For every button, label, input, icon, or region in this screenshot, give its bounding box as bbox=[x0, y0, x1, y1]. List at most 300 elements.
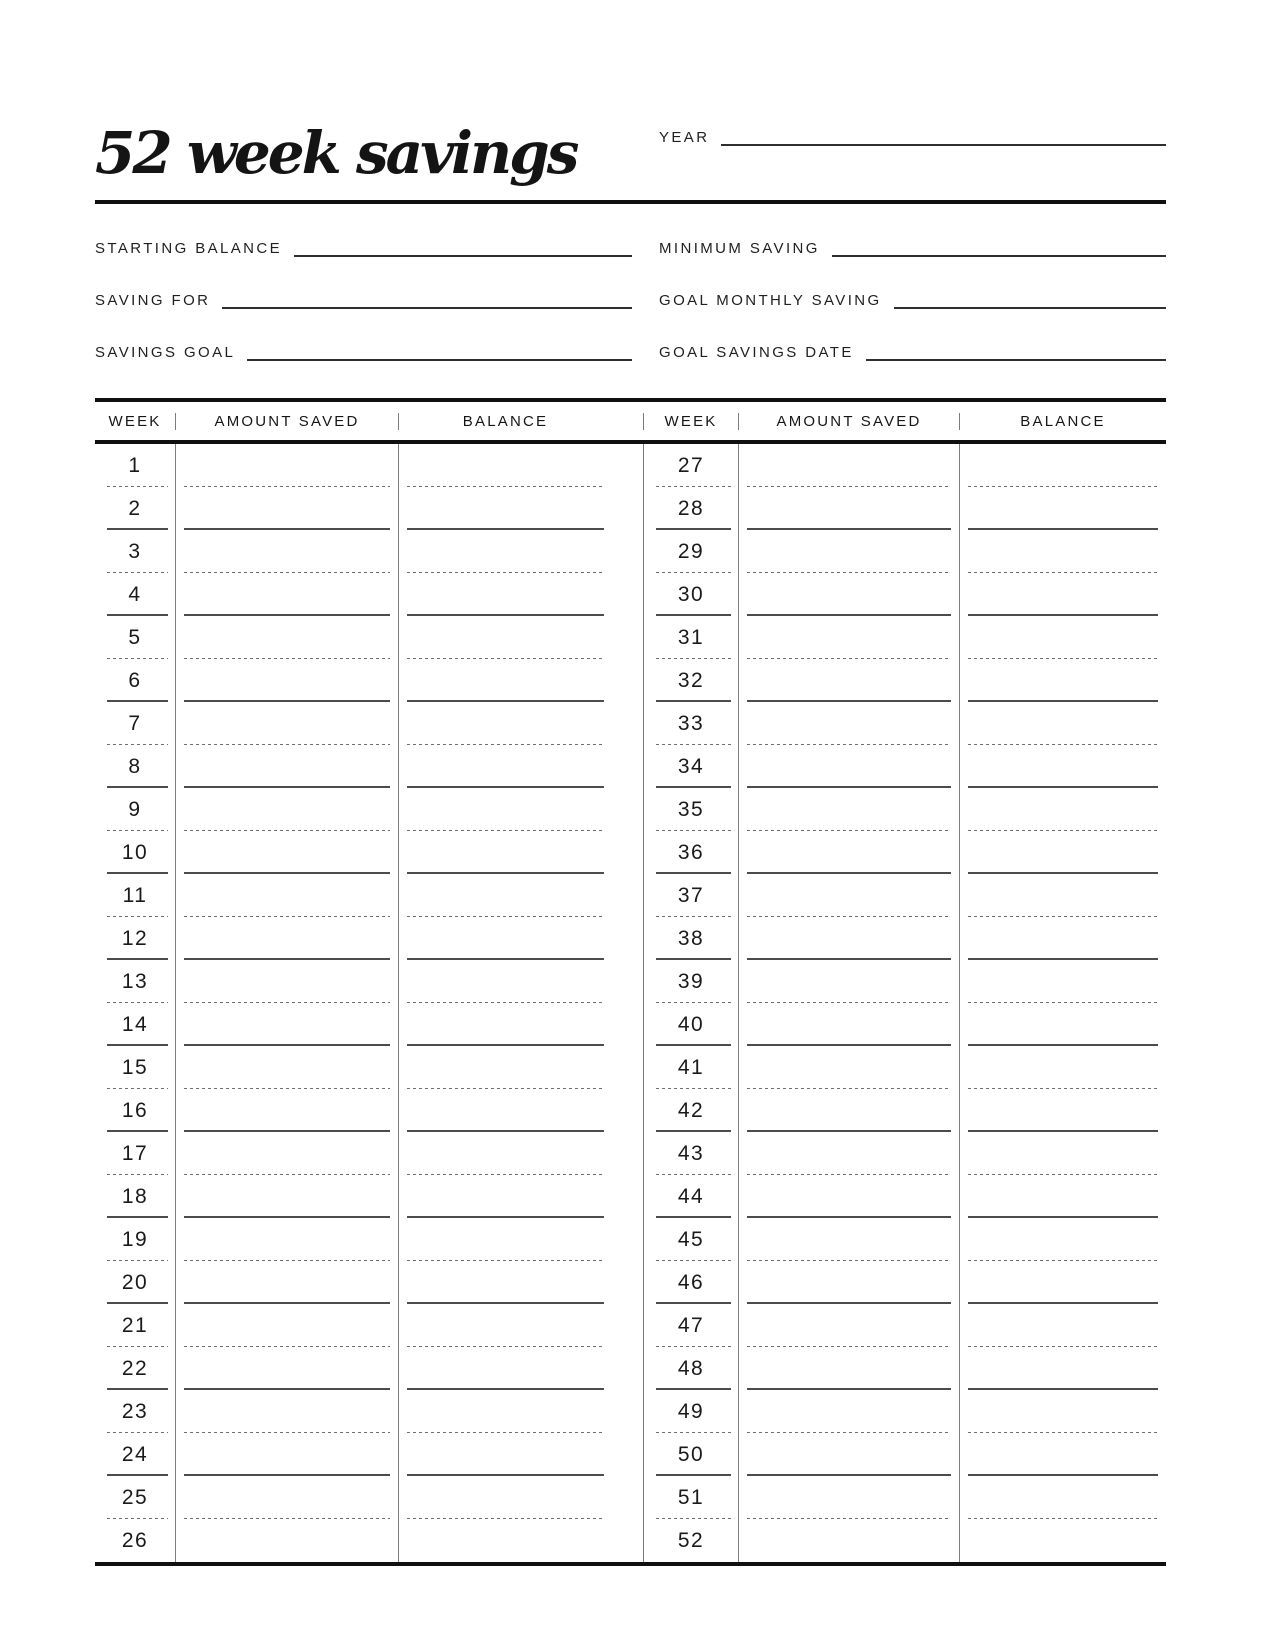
amount-saved-cell[interactable] bbox=[738, 874, 959, 917]
week-cell bbox=[643, 1476, 738, 1519]
week-number: 3 bbox=[128, 540, 142, 563]
balance-cell[interactable] bbox=[398, 1390, 612, 1433]
minimum-saving-label: MINIMUM SAVING bbox=[659, 239, 820, 257]
table-row bbox=[643, 917, 1166, 960]
week-number: 28 bbox=[677, 497, 705, 520]
week-cell bbox=[95, 1089, 175, 1132]
table-row bbox=[643, 874, 1166, 917]
table-row bbox=[95, 573, 612, 616]
amount-saved-cell[interactable] bbox=[175, 444, 398, 487]
table-header-right-half bbox=[643, 402, 1166, 440]
week-number: 52 bbox=[677, 1529, 705, 1552]
week-cell bbox=[643, 917, 738, 960]
table-row bbox=[95, 874, 612, 917]
balance-cell[interactable] bbox=[398, 1218, 612, 1261]
amount-saved-column-header: AMOUNT SAVED bbox=[175, 413, 398, 430]
balance-cell[interactable] bbox=[959, 1476, 1166, 1519]
week-number: 29 bbox=[677, 540, 705, 563]
week-cell bbox=[95, 659, 175, 702]
week-number: 46 bbox=[677, 1271, 705, 1294]
amount-saved-cell[interactable] bbox=[175, 874, 398, 917]
balance-cell[interactable] bbox=[959, 1175, 1166, 1218]
starting-balance-label: STARTING BALANCE bbox=[95, 239, 283, 257]
year-input-line[interactable] bbox=[721, 128, 1166, 146]
week-number: 11 bbox=[122, 884, 148, 907]
table-row bbox=[643, 1003, 1166, 1046]
fields-right-column bbox=[659, 222, 1166, 378]
amount-saved-cell[interactable] bbox=[738, 1519, 959, 1562]
amount-saved-cell[interactable] bbox=[175, 745, 398, 788]
week-cell bbox=[643, 1003, 738, 1046]
amount-saved-cell[interactable] bbox=[738, 659, 959, 702]
week-cell bbox=[95, 1218, 175, 1261]
table-row bbox=[95, 1175, 612, 1218]
week-number: 2 bbox=[128, 497, 142, 520]
week-cell bbox=[643, 1046, 738, 1089]
table-row bbox=[95, 745, 612, 788]
amount-saved-cell[interactable] bbox=[175, 1175, 398, 1218]
balance-cell[interactable] bbox=[398, 788, 612, 831]
goal-monthly-saving-label: GOAL MONTHLY SAVING bbox=[659, 291, 882, 309]
week-number: 44 bbox=[677, 1185, 705, 1208]
week-cell bbox=[95, 444, 175, 487]
table-row bbox=[643, 444, 1166, 487]
week-cell bbox=[95, 1390, 175, 1433]
balance-cell[interactable] bbox=[959, 1519, 1166, 1562]
week-cell bbox=[95, 745, 175, 788]
table-row bbox=[643, 702, 1166, 745]
amount-saved-cell[interactable] bbox=[175, 530, 398, 573]
table-row bbox=[643, 1218, 1166, 1261]
week-number: 43 bbox=[677, 1142, 705, 1165]
balance-cell[interactable] bbox=[398, 1089, 612, 1132]
amount-saved-cell[interactable] bbox=[175, 487, 398, 530]
week-cell bbox=[95, 1347, 175, 1390]
week-number: 14 bbox=[121, 1013, 149, 1036]
balance-cell[interactable] bbox=[959, 917, 1166, 960]
balance-cell[interactable] bbox=[398, 659, 612, 702]
week-number: 15 bbox=[121, 1056, 149, 1079]
week-cell bbox=[643, 487, 738, 530]
table-row bbox=[643, 1390, 1166, 1433]
week-number: 21 bbox=[121, 1314, 149, 1337]
table-row bbox=[643, 1519, 1166, 1562]
table-row bbox=[643, 745, 1166, 788]
week-number: 7 bbox=[128, 712, 142, 735]
week-cell bbox=[643, 1390, 738, 1433]
balance-cell[interactable] bbox=[959, 1261, 1166, 1304]
week-column-header: WEEK bbox=[108, 412, 162, 430]
amount-saved-cell[interactable] bbox=[175, 1476, 398, 1519]
week-cell bbox=[95, 1132, 175, 1175]
balance-cell[interactable] bbox=[398, 573, 612, 616]
table-row bbox=[643, 960, 1166, 1003]
amount-saved-cell[interactable] bbox=[175, 1132, 398, 1175]
amount-saved-cell[interactable] bbox=[738, 1089, 959, 1132]
week-number: 16 bbox=[121, 1099, 149, 1122]
week-cell bbox=[643, 788, 738, 831]
balance-cell[interactable] bbox=[398, 745, 612, 788]
fields-left-column bbox=[95, 222, 632, 378]
week-cell bbox=[95, 831, 175, 874]
table-row bbox=[643, 530, 1166, 573]
table-row bbox=[95, 1003, 612, 1046]
year-field bbox=[659, 128, 1166, 146]
table-row bbox=[643, 616, 1166, 659]
amount-saved-cell[interactable] bbox=[738, 960, 959, 1003]
week-number: 45 bbox=[677, 1228, 705, 1251]
table-row bbox=[95, 917, 612, 960]
amount-saved-cell[interactable] bbox=[738, 1046, 959, 1089]
week-cell bbox=[95, 1476, 175, 1519]
week-number: 51 bbox=[677, 1486, 705, 1509]
week-cell bbox=[95, 788, 175, 831]
table-row bbox=[643, 487, 1166, 530]
table-row bbox=[95, 1476, 612, 1519]
balance-cell[interactable] bbox=[959, 1003, 1166, 1046]
table-row bbox=[95, 1347, 612, 1390]
amount-saved-cell[interactable] bbox=[738, 702, 959, 745]
week-number: 6 bbox=[128, 669, 142, 692]
amount-saved-cell[interactable] bbox=[738, 1476, 959, 1519]
week-number: 33 bbox=[677, 712, 705, 735]
table-row bbox=[95, 487, 612, 530]
week-number: 50 bbox=[677, 1443, 705, 1466]
balance-cell[interactable] bbox=[959, 788, 1166, 831]
balance-cell[interactable] bbox=[398, 1132, 612, 1175]
table-row bbox=[643, 1175, 1166, 1218]
balance-cell[interactable] bbox=[398, 444, 612, 487]
amount-saved-cell[interactable] bbox=[175, 1089, 398, 1132]
table-row bbox=[643, 659, 1166, 702]
year-label: YEAR bbox=[659, 128, 710, 146]
table-row bbox=[643, 1433, 1166, 1476]
amount-saved-cell[interactable] bbox=[738, 1261, 959, 1304]
balance-cell[interactable] bbox=[959, 702, 1166, 745]
amount-saved-cell[interactable] bbox=[175, 788, 398, 831]
week-cell bbox=[95, 1175, 175, 1218]
table-row bbox=[95, 530, 612, 573]
table-row bbox=[643, 1046, 1166, 1089]
week-cell bbox=[643, 444, 738, 487]
amount-saved-cell[interactable] bbox=[738, 788, 959, 831]
week-number: 49 bbox=[677, 1400, 705, 1423]
amount-saved-cell[interactable] bbox=[175, 1433, 398, 1476]
table-header-row bbox=[95, 402, 1166, 440]
balance-cell[interactable] bbox=[959, 659, 1166, 702]
week-cell bbox=[643, 831, 738, 874]
starting-balance-input-line[interactable] bbox=[294, 239, 632, 257]
table-row bbox=[643, 1132, 1166, 1175]
week-cell bbox=[95, 874, 175, 917]
week-number: 35 bbox=[677, 798, 705, 821]
table-row bbox=[95, 1519, 612, 1562]
balance-cell[interactable] bbox=[959, 444, 1166, 487]
balance-cell[interactable] bbox=[398, 1261, 612, 1304]
balance-cell[interactable] bbox=[398, 702, 612, 745]
week-number: 26 bbox=[121, 1529, 149, 1552]
balance-cell[interactable] bbox=[959, 1433, 1166, 1476]
table-row bbox=[643, 1347, 1166, 1390]
week-cell bbox=[95, 917, 175, 960]
balance-cell[interactable] bbox=[398, 1003, 612, 1046]
week-number: 12 bbox=[121, 927, 149, 950]
amount-saved-cell[interactable] bbox=[175, 1218, 398, 1261]
week-number: 20 bbox=[121, 1271, 149, 1294]
week-cell bbox=[643, 874, 738, 917]
amount-saved-cell[interactable] bbox=[738, 831, 959, 874]
amount-saved-cell[interactable] bbox=[738, 1433, 959, 1476]
balance-cell[interactable] bbox=[398, 1175, 612, 1218]
weeks-27-52-table bbox=[643, 444, 1166, 1562]
week-number: 34 bbox=[677, 755, 705, 778]
week-cell bbox=[95, 1003, 175, 1046]
week-number: 25 bbox=[121, 1486, 149, 1509]
week-number: 27 bbox=[677, 454, 705, 477]
week-cell bbox=[643, 1132, 738, 1175]
table-row bbox=[95, 444, 612, 487]
week-cell bbox=[95, 1433, 175, 1476]
week-cell bbox=[95, 530, 175, 573]
week-number: 23 bbox=[121, 1400, 149, 1423]
amount-saved-cell[interactable] bbox=[738, 1390, 959, 1433]
week-cell bbox=[643, 530, 738, 573]
week-cell bbox=[95, 1519, 175, 1562]
table-row bbox=[95, 616, 612, 659]
amount-saved-cell[interactable] bbox=[738, 1347, 959, 1390]
week-number: 17 bbox=[121, 1142, 149, 1165]
amount-saved-cell[interactable] bbox=[175, 831, 398, 874]
week-cell bbox=[95, 1261, 175, 1304]
amount-saved-cell[interactable] bbox=[175, 1003, 398, 1046]
week-number: 19 bbox=[121, 1228, 149, 1251]
week-number: 8 bbox=[128, 755, 142, 778]
saving-for-label: SAVING FOR bbox=[95, 291, 211, 309]
amount-saved-cell[interactable] bbox=[175, 960, 398, 1003]
week-number: 24 bbox=[121, 1443, 149, 1466]
table-row bbox=[95, 831, 612, 874]
goal-savings-date-label: GOAL SAVINGS DATE bbox=[659, 343, 854, 361]
week-number: 4 bbox=[128, 583, 142, 606]
week-cell bbox=[643, 659, 738, 702]
balance-column-header: BALANCE bbox=[959, 413, 1166, 430]
balance-cell[interactable] bbox=[959, 960, 1166, 1003]
table-row bbox=[643, 788, 1166, 831]
amount-saved-cell[interactable] bbox=[738, 1304, 959, 1347]
table-row bbox=[95, 659, 612, 702]
amount-saved-cell[interactable] bbox=[175, 1390, 398, 1433]
balance-cell[interactable] bbox=[398, 1476, 612, 1519]
table-row bbox=[643, 831, 1166, 874]
table-row bbox=[643, 1089, 1166, 1132]
weeks-1-26-table bbox=[95, 444, 612, 1562]
balance-cell[interactable] bbox=[398, 1304, 612, 1347]
week-cell bbox=[643, 616, 738, 659]
week-cell bbox=[643, 960, 738, 1003]
goal-monthly-saving-input-line[interactable] bbox=[894, 291, 1166, 309]
week-number: 36 bbox=[677, 841, 705, 864]
table-bottom-rule bbox=[95, 1562, 1166, 1566]
amount-saved-cell[interactable] bbox=[738, 487, 959, 530]
saving-for-field bbox=[95, 274, 632, 326]
week-cell bbox=[95, 487, 175, 530]
week-number: 39 bbox=[677, 970, 705, 993]
week-number: 5 bbox=[128, 626, 142, 649]
summary-fields bbox=[95, 204, 1166, 398]
balance-cell[interactable] bbox=[398, 616, 612, 659]
balance-cell[interactable] bbox=[398, 1347, 612, 1390]
balance-cell[interactable] bbox=[959, 1089, 1166, 1132]
week-number: 32 bbox=[677, 669, 705, 692]
week-number: 40 bbox=[677, 1013, 705, 1036]
amount-saved-cell[interactable] bbox=[175, 917, 398, 960]
week-cell bbox=[643, 1347, 738, 1390]
balance-cell[interactable] bbox=[959, 573, 1166, 616]
amount-saved-cell[interactable] bbox=[738, 1003, 959, 1046]
table-row bbox=[95, 1261, 612, 1304]
week-number: 48 bbox=[677, 1357, 705, 1380]
table-body bbox=[95, 444, 1166, 1562]
table-row bbox=[95, 1433, 612, 1476]
week-cell bbox=[643, 1089, 738, 1132]
week-number: 42 bbox=[677, 1099, 705, 1122]
week-cell bbox=[95, 702, 175, 745]
week-number: 10 bbox=[121, 841, 149, 864]
amount-saved-cell[interactable] bbox=[175, 1261, 398, 1304]
table-row bbox=[95, 1218, 612, 1261]
balance-cell[interactable] bbox=[398, 487, 612, 530]
table-row bbox=[643, 573, 1166, 616]
amount-saved-cell[interactable] bbox=[175, 702, 398, 745]
balance-cell[interactable] bbox=[959, 530, 1166, 573]
balance-cell[interactable] bbox=[398, 917, 612, 960]
week-number: 18 bbox=[121, 1185, 149, 1208]
week-number: 37 bbox=[677, 884, 705, 907]
week-cell bbox=[643, 1261, 738, 1304]
balance-cell[interactable] bbox=[398, 1046, 612, 1089]
table-row bbox=[95, 1046, 612, 1089]
amount-saved-column-header: AMOUNT SAVED bbox=[738, 413, 959, 430]
amount-saved-cell[interactable] bbox=[175, 1304, 398, 1347]
week-cell bbox=[643, 1218, 738, 1261]
week-number: 31 bbox=[677, 626, 705, 649]
amount-saved-cell[interactable] bbox=[738, 745, 959, 788]
balance-cell[interactable] bbox=[398, 1433, 612, 1476]
goal-savings-date-field bbox=[659, 326, 1166, 378]
balance-cell[interactable] bbox=[959, 1132, 1166, 1175]
balance-cell[interactable] bbox=[959, 1304, 1166, 1347]
page-title: 52 week savings bbox=[95, 119, 577, 187]
balance-cell[interactable] bbox=[959, 1347, 1166, 1390]
week-number: 1 bbox=[128, 454, 142, 477]
balance-cell[interactable] bbox=[959, 1046, 1166, 1089]
amount-saved-cell[interactable] bbox=[175, 616, 398, 659]
amount-saved-cell[interactable] bbox=[738, 530, 959, 573]
week-number: 30 bbox=[677, 583, 705, 606]
week-number: 9 bbox=[128, 798, 142, 821]
savings-goal-input-line[interactable] bbox=[247, 343, 632, 361]
minimum-saving-input-line[interactable] bbox=[832, 239, 1166, 257]
amount-saved-cell[interactable] bbox=[738, 444, 959, 487]
balance-cell[interactable] bbox=[959, 831, 1166, 874]
balance-cell[interactable] bbox=[959, 487, 1166, 530]
table-row bbox=[95, 1089, 612, 1132]
week-column-header: WEEK bbox=[643, 413, 738, 430]
amount-saved-cell[interactable] bbox=[175, 1347, 398, 1390]
balance-cell[interactable] bbox=[959, 1390, 1166, 1433]
savings-goal-field bbox=[95, 326, 632, 378]
balance-cell[interactable] bbox=[398, 874, 612, 917]
week-number: 47 bbox=[677, 1314, 705, 1337]
amount-saved-cell[interactable] bbox=[175, 573, 398, 616]
weekly-savings-table bbox=[95, 398, 1166, 1566]
week-cell bbox=[95, 573, 175, 616]
week-cell bbox=[95, 960, 175, 1003]
amount-saved-cell[interactable] bbox=[175, 1519, 398, 1562]
page-header bbox=[95, 70, 1166, 186]
week-number: 13 bbox=[121, 970, 149, 993]
week-number: 22 bbox=[121, 1357, 149, 1380]
balance-cell[interactable] bbox=[959, 745, 1166, 788]
week-cell bbox=[95, 1046, 175, 1089]
week-cell bbox=[643, 573, 738, 616]
table-row bbox=[95, 1132, 612, 1175]
table-row bbox=[95, 702, 612, 745]
balance-cell[interactable] bbox=[959, 616, 1166, 659]
week-number: 38 bbox=[677, 927, 705, 950]
amount-saved-cell[interactable] bbox=[175, 1046, 398, 1089]
week-cell bbox=[95, 616, 175, 659]
table-header-left-half bbox=[95, 402, 612, 440]
minimum-saving-field bbox=[659, 222, 1166, 274]
balance-cell[interactable] bbox=[398, 960, 612, 1003]
amount-saved-cell[interactable] bbox=[738, 616, 959, 659]
week-cell bbox=[643, 702, 738, 745]
week-cell bbox=[643, 1519, 738, 1562]
amount-saved-cell[interactable] bbox=[738, 1175, 959, 1218]
table-row bbox=[95, 960, 612, 1003]
amount-saved-cell[interactable] bbox=[738, 1132, 959, 1175]
amount-saved-cell[interactable] bbox=[738, 917, 959, 960]
week-cell bbox=[643, 1433, 738, 1476]
saving-for-input-line[interactable] bbox=[222, 291, 632, 309]
table-row bbox=[95, 1304, 612, 1347]
table-row bbox=[95, 788, 612, 831]
table-row bbox=[643, 1261, 1166, 1304]
week-cell bbox=[643, 1175, 738, 1218]
goal-savings-date-input-line[interactable] bbox=[866, 343, 1166, 361]
savings-goal-label: SAVINGS GOAL bbox=[95, 343, 236, 361]
goal-monthly-saving-field bbox=[659, 274, 1166, 326]
balance-cell[interactable] bbox=[398, 530, 612, 573]
amount-saved-cell[interactable] bbox=[738, 573, 959, 616]
balance-cell[interactable] bbox=[398, 831, 612, 874]
amount-saved-cell[interactable] bbox=[738, 1218, 959, 1261]
balance-column-header: BALANCE bbox=[398, 413, 612, 430]
table-row bbox=[643, 1304, 1166, 1347]
week-cell bbox=[643, 745, 738, 788]
balance-cell[interactable] bbox=[959, 874, 1166, 917]
table-row bbox=[643, 1476, 1166, 1519]
starting-balance-field bbox=[95, 222, 632, 274]
balance-cell[interactable] bbox=[398, 1519, 612, 1562]
week-number: 41 bbox=[677, 1056, 705, 1079]
balance-cell[interactable] bbox=[959, 1218, 1166, 1261]
week-cell bbox=[643, 1304, 738, 1347]
table-row bbox=[95, 1390, 612, 1433]
table-halves-gap bbox=[612, 444, 643, 1562]
amount-saved-cell[interactable] bbox=[175, 659, 398, 702]
